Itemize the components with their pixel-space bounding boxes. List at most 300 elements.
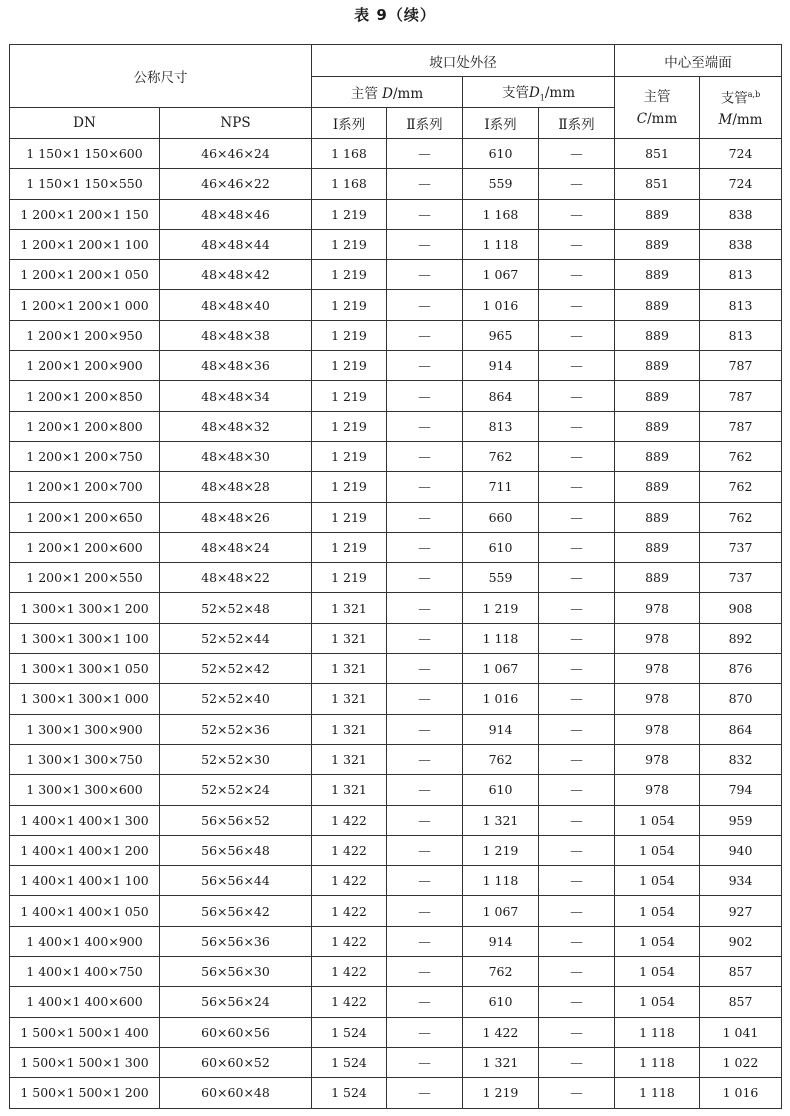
cell-branch-od-series-2: — [539,169,615,199]
cell-center-to-end-c: 978 [615,714,700,744]
cell-main-od-series-1: 1 219 [312,381,387,411]
cell-center-to-end-c: 1 054 [615,896,700,926]
cell-dn: 1 200×1 200×550 [10,563,160,593]
header-branch-m-symbol: M [718,112,733,129]
header-branch-series-1: Ⅰ系列 [463,108,539,139]
cell-main-od-series-2: — [387,229,463,259]
table-row [10,805,782,835]
cell-center-to-end-m: 762 [700,441,782,471]
cell-main-od-series-2: — [387,290,463,320]
cell-center-to-end-m: 940 [700,835,782,865]
cell-center-to-end-m: 934 [700,866,782,896]
cell-center-to-end-m: 959 [700,805,782,835]
cell-center-to-end-c: 889 [615,351,700,381]
header-main-pipe-d-label: 主管 [350,86,378,102]
cell-branch-od-series-2: — [539,835,615,865]
cell-center-to-end-c: 889 [615,441,700,471]
cell-branch-od-series-1: 1 321 [463,805,539,835]
cell-branch-od-series-1: 762 [463,744,539,774]
cell-branch-od-series-1: 559 [463,563,539,593]
cell-nps: 56×56×24 [160,987,312,1017]
cell-branch-od-series-1: 610 [463,139,539,169]
table-row [10,835,782,865]
cell-branch-od-series-1: 1 422 [463,1017,539,1047]
cell-center-to-end-m: 813 [700,290,782,320]
cell-nps: 48×48×24 [160,532,312,562]
cell-nps: 60×60×52 [160,1047,312,1077]
cell-center-to-end-c: 978 [615,593,700,623]
cell-main-od-series-2: — [387,684,463,714]
cell-nps: 48×48×38 [160,320,312,350]
cell-center-to-end-c: 1 054 [615,926,700,956]
cell-main-od-series-1: 1 321 [312,744,387,774]
cell-branch-od-series-1: 1 168 [463,199,539,229]
cell-nps: 46×46×24 [160,139,312,169]
cell-main-od-series-2: — [387,502,463,532]
cell-main-od-series-2: — [387,744,463,774]
cell-branch-od-series-1: 864 [463,381,539,411]
cell-center-to-end-c: 889 [615,411,700,441]
cell-main-od-series-1: 1 422 [312,835,387,865]
cell-branch-od-series-2: — [539,502,615,532]
cell-dn: 1 500×1 500×1 200 [10,1078,160,1108]
cell-main-od-series-2: — [387,896,463,926]
cell-dn: 1 400×1 400×1 100 [10,866,160,896]
table-row [10,502,782,532]
cell-main-od-series-1: 1 219 [312,320,387,350]
cell-branch-od-series-2: — [539,957,615,987]
cell-main-od-series-1: 1 321 [312,623,387,653]
cell-nps: 46×46×22 [160,169,312,199]
header-branch-pipe-d1-unit: /mm [544,85,576,102]
cell-dn: 1 200×1 200×1 050 [10,260,160,290]
cell-branch-od-series-2: — [539,532,615,562]
cell-nps: 52×52×48 [160,593,312,623]
table-row [10,532,782,562]
cell-dn: 1 200×1 200×600 [10,532,160,562]
table-row [10,563,782,593]
header-main-series-2: Ⅱ系列 [387,108,463,139]
cell-center-to-end-c: 889 [615,381,700,411]
cell-dn: 1 400×1 400×1 300 [10,805,160,835]
header-branch-pipe-d1 [463,77,615,108]
cell-center-to-end-m: 737 [700,532,782,562]
table-row [10,199,782,229]
cell-nps: 56×56×36 [160,926,312,956]
cell-branch-od-series-1: 610 [463,987,539,1017]
cell-branch-od-series-1: 1 067 [463,260,539,290]
cell-branch-od-series-2: — [539,896,615,926]
table-row [10,866,782,896]
cell-dn: 1 400×1 400×600 [10,987,160,1017]
cell-main-od-series-1: 1 219 [312,411,387,441]
cell-branch-od-series-2: — [539,684,615,714]
cell-dn: 1 300×1 300×1 050 [10,654,160,684]
table-row [10,1047,782,1077]
cell-center-to-end-c: 978 [615,654,700,684]
cell-branch-od-series-2: — [539,744,615,774]
cell-center-to-end-m: 813 [700,320,782,350]
cell-branch-od-series-1: 813 [463,411,539,441]
cell-center-to-end-m: 787 [700,381,782,411]
cell-main-od-series-1: 1 168 [312,139,387,169]
cell-branch-od-series-2: — [539,775,615,805]
cell-center-to-end-c: 889 [615,532,700,562]
header-main-c-unit: /mm [647,110,678,127]
header-center-to-end: 中心至端面 [615,45,782,77]
cell-nps: 48×48×46 [160,199,312,229]
cell-branch-od-series-2: — [539,381,615,411]
cell-main-od-series-1: 1 524 [312,1017,387,1047]
cell-center-to-end-m: 870 [700,684,782,714]
header-main-c-symbol: C [636,110,648,127]
cell-branch-od-series-1: 610 [463,775,539,805]
cell-branch-od-series-1: 1 219 [463,835,539,865]
cell-center-to-end-m: 927 [700,896,782,926]
cell-branch-od-series-1: 1 118 [463,229,539,259]
cell-main-od-series-1: 1 219 [312,502,387,532]
cell-branch-od-series-2: — [539,805,615,835]
cell-branch-od-series-2: — [539,654,615,684]
cell-nps: 48×48×40 [160,290,312,320]
table-row [10,351,782,381]
table-row [10,744,782,774]
cell-main-od-series-1: 1 321 [312,714,387,744]
table-row [10,1017,782,1047]
cell-center-to-end-c: 851 [615,139,700,169]
cell-branch-od-series-2: — [539,623,615,653]
header-nps: NPS [160,108,312,139]
cell-main-od-series-1: 1 422 [312,987,387,1017]
table-row [10,411,782,441]
cell-main-od-series-2: — [387,654,463,684]
cell-dn: 1 200×1 200×750 [10,441,160,471]
cell-main-od-series-2: — [387,593,463,623]
cell-center-to-end-c: 978 [615,775,700,805]
cell-main-od-series-1: 1 219 [312,351,387,381]
cell-main-od-series-1: 1 168 [312,169,387,199]
cell-nps: 52×52×36 [160,714,312,744]
cell-branch-od-series-1: 1 118 [463,623,539,653]
cell-dn: 1 200×1 200×850 [10,381,160,411]
cell-center-to-end-m: 1 022 [700,1047,782,1077]
cell-main-od-series-2: — [387,199,463,229]
cell-center-to-end-c: 889 [615,229,700,259]
cell-dn: 1 300×1 300×750 [10,744,160,774]
table-row [10,957,782,987]
cell-center-to-end-m: 876 [700,654,782,684]
cell-center-to-end-m: 838 [700,199,782,229]
cell-main-od-series-2: — [387,775,463,805]
cell-main-od-series-1: 1 219 [312,199,387,229]
cell-branch-od-series-2: — [539,411,615,441]
cell-center-to-end-c: 1 054 [615,957,700,987]
header-main-pipe-d-unit: /mm [392,86,424,102]
cell-center-to-end-m: 737 [700,563,782,593]
cell-branch-od-series-2: — [539,987,615,1017]
cell-nps: 52×52×40 [160,684,312,714]
cell-dn: 1 200×1 200×900 [10,351,160,381]
cell-dn: 1 200×1 200×1 100 [10,229,160,259]
cell-center-to-end-c: 889 [615,502,700,532]
header-branch-m [700,77,782,139]
cell-nps: 48×48×28 [160,472,312,502]
cell-main-od-series-2: — [387,805,463,835]
cell-dn: 1 400×1 400×1 200 [10,835,160,865]
table-row [10,472,782,502]
cell-main-od-series-1: 1 219 [312,229,387,259]
cell-main-od-series-1: 1 321 [312,684,387,714]
cell-center-to-end-m: 857 [700,957,782,987]
cell-center-to-end-m: 908 [700,593,782,623]
cell-main-od-series-1: 1 422 [312,866,387,896]
table-row [10,684,782,714]
cell-main-od-series-1: 1 422 [312,926,387,956]
cell-branch-od-series-2: — [539,472,615,502]
cell-dn: 1 500×1 500×1 300 [10,1047,160,1077]
cell-center-to-end-m: 1 016 [700,1078,782,1108]
cell-dn: 1 200×1 200×950 [10,320,160,350]
cell-main-od-series-1: 1 219 [312,532,387,562]
cell-main-od-series-2: — [387,260,463,290]
table-row [10,926,782,956]
cell-nps: 52×52×24 [160,775,312,805]
header-main-pipe-d [312,77,463,108]
cell-center-to-end-m: 762 [700,472,782,502]
cell-branch-od-series-2: — [539,1078,615,1108]
cell-main-od-series-2: — [387,926,463,956]
cell-nps: 60×60×48 [160,1078,312,1108]
cell-branch-od-series-1: 914 [463,926,539,956]
cell-center-to-end-c: 1 118 [615,1047,700,1077]
cell-branch-od-series-1: 1 118 [463,866,539,896]
table-row [10,623,782,653]
dimension-table [9,44,782,1109]
cell-main-od-series-2: — [387,623,463,653]
cell-nps: 48×48×34 [160,381,312,411]
cell-center-to-end-m: 838 [700,229,782,259]
cell-dn: 1 500×1 500×1 400 [10,1017,160,1047]
cell-main-od-series-1: 1 219 [312,472,387,502]
cell-main-od-series-1: 1 524 [312,1078,387,1108]
table-row [10,1078,782,1108]
table-row [10,260,782,290]
cell-center-to-end-m: 1 041 [700,1017,782,1047]
cell-branch-od-series-2: — [539,926,615,956]
cell-nps: 56×56×30 [160,957,312,987]
cell-nps: 48×48×42 [160,260,312,290]
cell-center-to-end-c: 1 054 [615,866,700,896]
cell-main-od-series-2: — [387,866,463,896]
cell-main-od-series-2: — [387,987,463,1017]
cell-branch-od-series-1: 559 [463,169,539,199]
header-branch-m-unit: /mm [732,112,763,129]
cell-nps: 60×60×56 [160,1017,312,1047]
cell-center-to-end-c: 1 054 [615,987,700,1017]
table-row [10,654,782,684]
table-row [10,320,782,350]
cell-main-od-series-1: 1 321 [312,775,387,805]
cell-center-to-end-m: 794 [700,775,782,805]
cell-nps: 48×48×32 [160,411,312,441]
table-row [10,139,782,169]
cell-nps: 56×56×42 [160,896,312,926]
cell-dn: 1 200×1 200×1 000 [10,290,160,320]
cell-main-od-series-2: — [387,1017,463,1047]
header-branch-pipe-d1-label: 支管 [501,85,529,102]
cell-center-to-end-c: 889 [615,290,700,320]
cell-nps: 48×48×30 [160,441,312,471]
header-bevel-od: 坡口处外径 [312,45,615,77]
cell-center-to-end-c: 889 [615,199,700,229]
cell-center-to-end-m: 787 [700,351,782,381]
cell-branch-od-series-1: 1 016 [463,684,539,714]
cell-branch-od-series-2: — [539,563,615,593]
cell-dn: 1 200×1 200×650 [10,502,160,532]
cell-nps: 48×48×36 [160,351,312,381]
cell-main-od-series-1: 1 219 [312,441,387,471]
cell-main-od-series-1: 1 422 [312,896,387,926]
cell-center-to-end-c: 978 [615,684,700,714]
cell-branch-od-series-2: — [539,260,615,290]
cell-branch-od-series-1: 610 [463,532,539,562]
header-branch-pipe-d1-subscript: 1 [539,93,545,103]
cell-center-to-end-c: 1 054 [615,835,700,865]
cell-center-to-end-m: 832 [700,744,782,774]
table-row [10,593,782,623]
cell-main-od-series-2: — [387,169,463,199]
header-main-c [615,77,700,139]
table-row [10,381,782,411]
cell-dn: 1 300×1 300×600 [10,775,160,805]
cell-nps: 52×52×44 [160,623,312,653]
cell-dn: 1 150×1 150×600 [10,139,160,169]
cell-center-to-end-m: 813 [700,260,782,290]
cell-center-to-end-c: 978 [615,744,700,774]
cell-center-to-end-c: 889 [615,320,700,350]
cell-main-od-series-2: — [387,441,463,471]
cell-main-od-series-1: 1 321 [312,654,387,684]
cell-nps: 56×56×44 [160,866,312,896]
cell-branch-od-series-1: 1 219 [463,593,539,623]
cell-center-to-end-c: 889 [615,472,700,502]
cell-branch-od-series-2: — [539,320,615,350]
cell-main-od-series-2: — [387,714,463,744]
cell-branch-od-series-1: 762 [463,957,539,987]
header-main-c-label: 主管 [643,88,671,105]
cell-main-od-series-2: — [387,472,463,502]
cell-dn: 1 150×1 150×550 [10,169,160,199]
cell-branch-od-series-2: — [539,1017,615,1047]
cell-dn: 1 400×1 400×900 [10,926,160,956]
cell-branch-od-series-2: — [539,139,615,169]
cell-branch-od-series-1: 914 [463,714,539,744]
cell-main-od-series-2: — [387,563,463,593]
cell-main-od-series-2: — [387,1078,463,1108]
cell-branch-od-series-2: — [539,290,615,320]
header-branch-m-footnote: a,b [747,89,761,99]
cell-main-od-series-2: — [387,351,463,381]
cell-branch-od-series-1: 711 [463,472,539,502]
header-branch-pipe-d1-symbol: D [528,85,540,102]
table-row [10,229,782,259]
cell-main-od-series-1: 1 422 [312,805,387,835]
cell-branch-od-series-1: 1 067 [463,654,539,684]
cell-nps: 52×52×30 [160,744,312,774]
cell-center-to-end-c: 851 [615,169,700,199]
cell-main-od-series-2: — [387,320,463,350]
cell-center-to-end-c: 1 118 [615,1017,700,1047]
cell-main-od-series-2: — [387,835,463,865]
cell-branch-od-series-2: — [539,199,615,229]
cell-dn: 1 400×1 400×1 050 [10,896,160,926]
cell-dn: 1 200×1 200×700 [10,472,160,502]
table-row [10,714,782,744]
header-branch-m-label: 支管 [720,90,748,107]
cell-branch-od-series-1: 1 067 [463,896,539,926]
cell-dn: 1 400×1 400×750 [10,957,160,987]
cell-dn: 1 200×1 200×1 150 [10,199,160,229]
cell-main-od-series-2: — [387,139,463,169]
cell-center-to-end-c: 1 054 [615,805,700,835]
cell-branch-od-series-1: 762 [463,441,539,471]
header-main-series-1: Ⅰ系列 [312,108,387,139]
cell-center-to-end-c: 889 [615,563,700,593]
cell-main-od-series-1: 1 219 [312,260,387,290]
cell-branch-od-series-2: — [539,866,615,896]
cell-main-od-series-2: — [387,957,463,987]
cell-main-od-series-1: 1 219 [312,563,387,593]
cell-nps: 48×48×44 [160,229,312,259]
cell-dn: 1 200×1 200×800 [10,411,160,441]
table-row [10,290,782,320]
header-dn: DN [10,108,160,139]
cell-center-to-end-m: 787 [700,411,782,441]
table-row [10,441,782,471]
table-title: 表 9（续） [354,6,436,24]
cell-center-to-end-c: 978 [615,623,700,653]
cell-dn: 1 300×1 300×1 200 [10,593,160,623]
cell-center-to-end-m: 724 [700,169,782,199]
cell-center-to-end-m: 864 [700,714,782,744]
cell-main-od-series-1: 1 524 [312,1047,387,1077]
cell-branch-od-series-2: — [539,441,615,471]
cell-main-od-series-2: — [387,1047,463,1077]
cell-branch-od-series-2: — [539,714,615,744]
cell-nps: 52×52×42 [160,654,312,684]
table-row [10,896,782,926]
cell-dn: 1 300×1 300×1 000 [10,684,160,714]
cell-center-to-end-c: 1 118 [615,1078,700,1108]
cell-branch-od-series-2: — [539,1047,615,1077]
cell-center-to-end-m: 902 [700,926,782,956]
cell-main-od-series-1: 1 219 [312,290,387,320]
cell-branch-od-series-1: 660 [463,502,539,532]
cell-branch-od-series-2: — [539,351,615,381]
cell-branch-od-series-2: — [539,593,615,623]
table-row [10,987,782,1017]
cell-center-to-end-m: 892 [700,623,782,653]
cell-center-to-end-c: 889 [615,260,700,290]
table-row [10,169,782,199]
cell-center-to-end-m: 724 [700,139,782,169]
cell-branch-od-series-1: 914 [463,351,539,381]
cell-nps: 48×48×26 [160,502,312,532]
header-branch-series-2: Ⅱ系列 [539,108,615,139]
cell-center-to-end-m: 762 [700,502,782,532]
cell-branch-od-series-1: 1 016 [463,290,539,320]
cell-main-od-series-1: 1 422 [312,957,387,987]
